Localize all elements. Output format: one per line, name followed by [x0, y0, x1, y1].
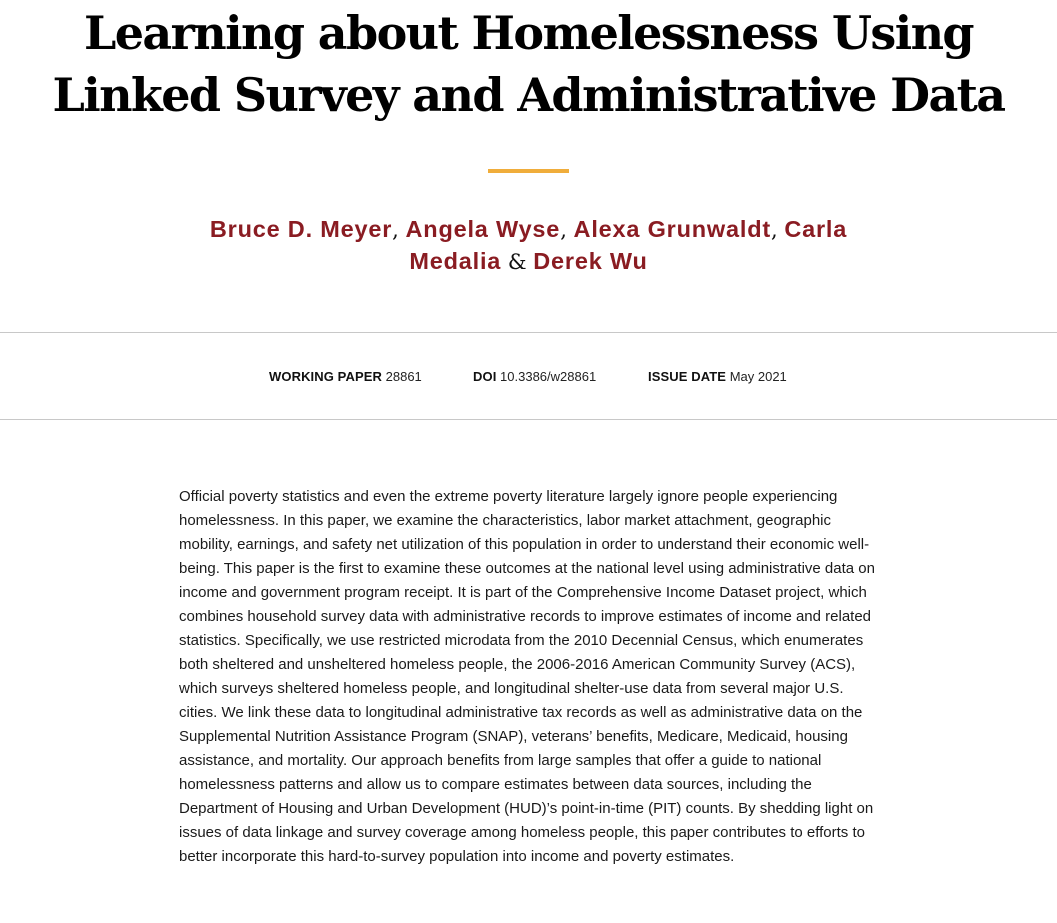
doi-value: 10.3386/w28861: [500, 369, 597, 384]
author-link[interactable]: Alexa Grunwaldt: [573, 216, 771, 242]
issue-date-label: ISSUE DATE: [648, 369, 727, 384]
page-title: Learning about Homelessness Using Linked Survey and Administrative Data: [52, 6, 1005, 122]
working-paper-value: 28861: [385, 369, 422, 384]
author-link[interactable]: Carla Medalia: [409, 216, 848, 274]
author-link[interactable]: Derek Wu: [533, 248, 648, 274]
title-accent-rule: [488, 169, 569, 173]
abstract-text: Official poverty statistics and even the extreme poverty literature largely ignore people experiencing homelessness. In this paper, we examine the characteristics, labor market attachment, geographic mobility, earnings, and safety net utilization of this population in order to understand their economic well-being. This paper is the first to examine these outcomes at the national level using administrative data on income and government program receipt. It is part of the Comprehensive Income Dataset project, which combines household survey data with administrative records to improve estimates of income and related statistics. Specifically, we use restricted microdata from the 2010 Decennial Census, which enumerates both sheltered and unsheltered homeless people, the 2006-2016 American Community Survey (ACS), which surveys sheltered homeless people, and longitudinal shelter-use data from several major U.S. cities. We link these data to longitudinal administrative tax records as well as administrative data on the Supplemental Nutrition Assistance Program (SNAP), veterans’ benefits, Medicare, Medicaid, housing assistance, and mortality. Our approach benefits from large samples that offer a guide to national homelessness patterns and allow us to compare estimates between data sources, including the Department of Housing and Urban Development (HUD)’s point-in-time (PIT) counts. By shedding light on issues of data linkage and survey coverage among homeless people, this paper contributes to efforts to better incorporate this hard-to-survey population into income and poverty estimates.: [179, 488, 875, 865]
working-paper-label: WORKING PAPER: [269, 369, 383, 384]
author-separator: ,: [770, 218, 785, 242]
author-link[interactable]: Bruce D. Meyer: [209, 216, 393, 242]
author-separator: ,: [392, 218, 406, 242]
working-paper-number: [269, 369, 422, 385]
doi-label: DOI: [473, 369, 497, 384]
issue-date-value: May 2021: [729, 369, 787, 384]
issue-date: [648, 369, 787, 385]
author-separator: ,: [560, 218, 574, 242]
doi: [473, 369, 596, 385]
author-separator: &: [501, 250, 534, 274]
paper-metadata-bar: [0, 332, 1057, 420]
author-list: [170, 214, 887, 278]
author-link[interactable]: Angela Wyse: [405, 216, 561, 242]
